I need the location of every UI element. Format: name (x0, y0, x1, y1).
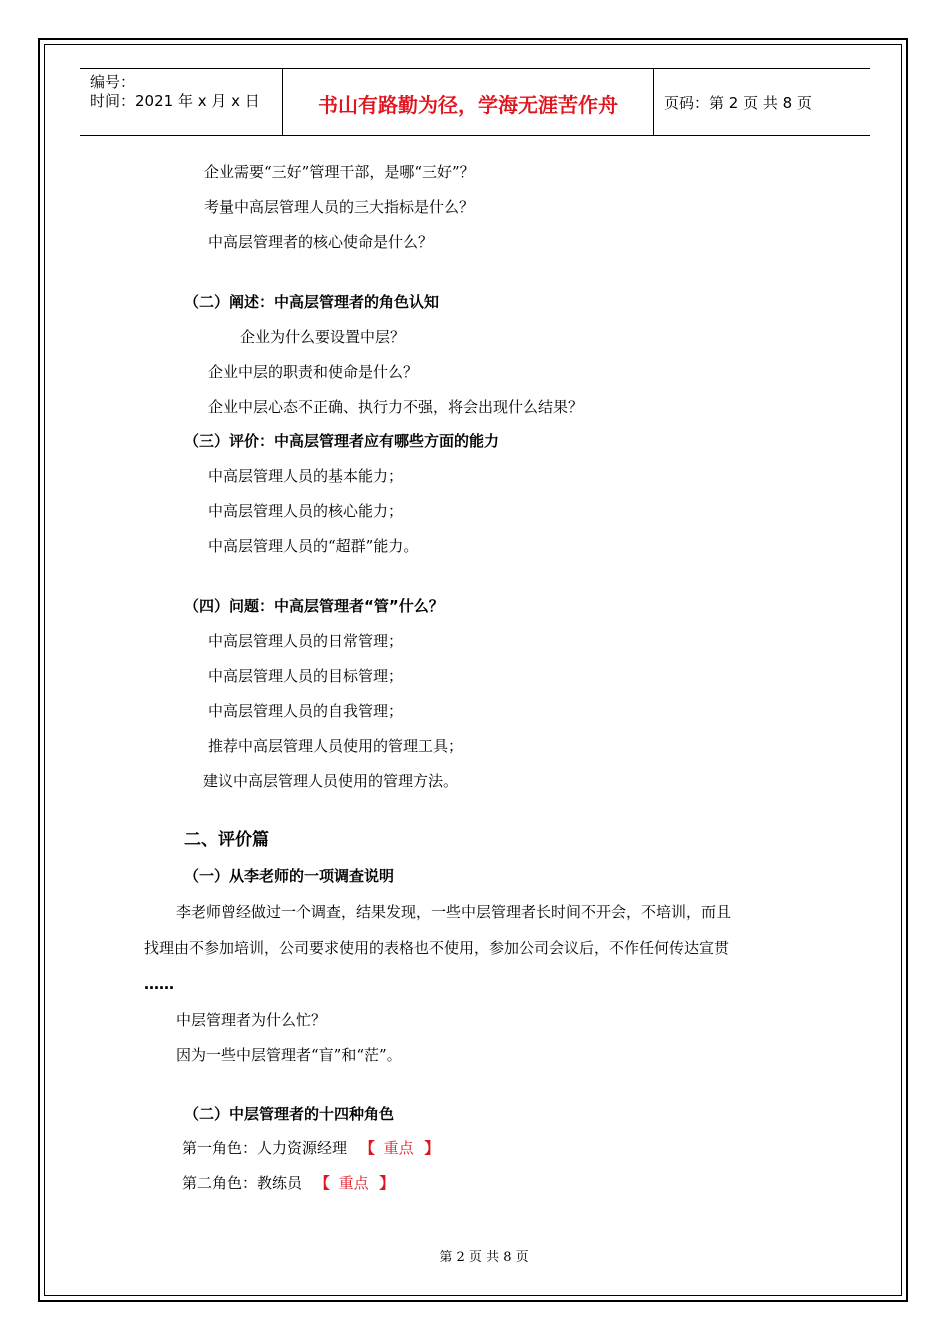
page-border-inner (44, 44, 902, 1296)
s4-item-4: 推荐中高层管理人员使用的管理工具； (208, 737, 464, 755)
page-footer: 第 2 页 共 8 页 (439, 1250, 529, 1265)
doc-time-label: 时间：2021 年 x 月 x 日 (90, 92, 260, 110)
question-core-mission: 中高层管理者的核心使命是什么？ (208, 233, 434, 251)
section-2-heading: （二）阐述：中高层管理者的角色认知 (184, 293, 440, 311)
role-1-bracket-close: 】 (424, 1139, 440, 1157)
s3-item-2: 中高层管理人员的核心能力； (208, 502, 404, 520)
doc-number-label: 编号： (90, 73, 136, 91)
header-table (80, 68, 870, 136)
header-page-label: 页码：第 2 页 共 8 页 (664, 93, 812, 112)
s4-item-2: 中高层管理人员的目标管理； (208, 667, 404, 685)
role-2-bracket-open: 【 (314, 1174, 330, 1192)
part-2-section-2-heading: （二）中层管理者的十四种角色 (184, 1105, 395, 1123)
s2-question-1: 企业为什么要设置中层？ (240, 328, 406, 346)
role-2-key-tag: 重点 (338, 1174, 369, 1192)
section-3-heading: （三）评价：中高层管理者应有哪些方面的能力 (184, 432, 500, 450)
section-4-heading: （四）问题：中高层管理者“管”什么？ (184, 597, 444, 615)
header-meta-cell (80, 69, 283, 135)
role-1-bracket-open: 【 (359, 1139, 375, 1157)
s3-item-1: 中高层管理人员的基本能力； (208, 467, 404, 485)
survey-paragraph-line-2: 找理由不参加培训，公司要求使用的表格也不使用，参加公司会议后，不作任何传达宣贯 (144, 939, 730, 957)
s4-item-1: 中高层管理人员的日常管理； (208, 632, 404, 650)
role-2-bracket-close: 】 (379, 1174, 395, 1192)
survey-paragraph-line-1: 李老师曾经做过一个调查，结果发现，一些中层管理者长时间不开会，不培训，而且 (176, 903, 732, 921)
question-three-good: 企业需要“三好”管理干部，是哪“三好”？ (204, 163, 475, 181)
s4-item-3: 中高层管理人员的自我管理； (208, 702, 404, 720)
role-1-label: 第一角色：人力资源经理 (182, 1139, 348, 1157)
part-2-section-1-heading: （一）从李老师的一项调查说明 (184, 867, 395, 885)
s3-item-3: 中高层管理人员的“超群”能力。 (208, 537, 419, 555)
busy-answer: 因为一些中层管理者“盲”和“茫”。 (176, 1046, 402, 1064)
role-2 (182, 1173, 394, 1193)
part-2-heading: 二、评价篇 (184, 830, 269, 850)
survey-paragraph-line-3: …… (144, 975, 174, 993)
role-2-label: 第二角色：教练员 (182, 1174, 303, 1192)
s4-item-5: 建议中高层管理人员使用的管理方法。 (203, 772, 459, 790)
s2-question-3: 企业中层心态不正确、执行力不强，将会出现什么结果？ (208, 398, 584, 416)
busy-question: 中层管理者为什么忙？ (176, 1011, 327, 1029)
question-three-indicators: 考量中高层管理人员的三大指标是什么？ (204, 198, 475, 216)
role-1 (182, 1138, 439, 1158)
role-1-key-tag: 重点 (383, 1139, 414, 1157)
header-motto: 书山有路勤为径，学海无涯苦作舟 (283, 69, 654, 135)
s2-question-2: 企业中层的职责和使命是什么？ (208, 363, 419, 381)
